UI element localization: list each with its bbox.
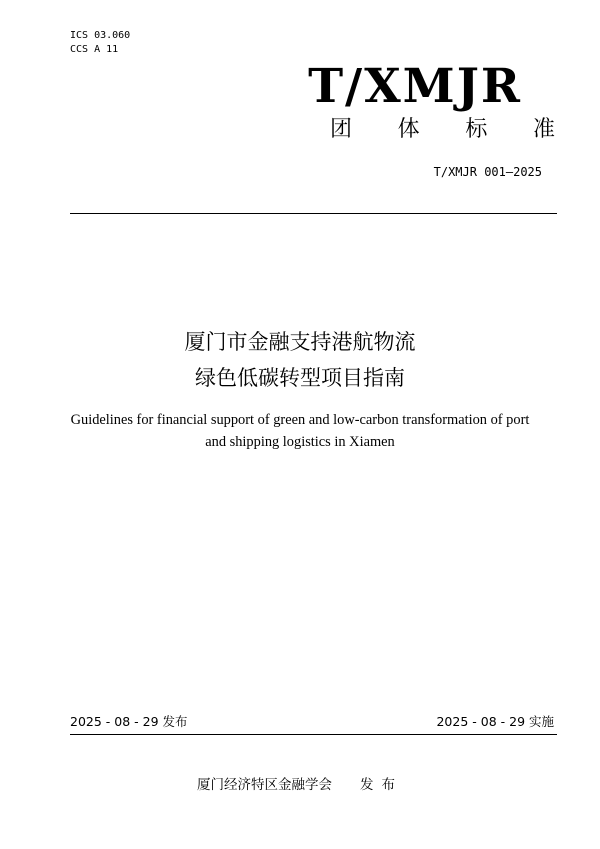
issue-date: 2025 - 08 - 29 发布 bbox=[70, 714, 188, 729]
standard-type-char: 准 bbox=[532, 117, 555, 142]
ccs-code: CCS A 11 bbox=[70, 44, 119, 55]
implement-date: 2025 - 08 - 29 实施 bbox=[436, 714, 554, 729]
standard-type-char: 团 bbox=[330, 117, 353, 142]
standard-type-char: 标 bbox=[465, 117, 488, 142]
header-divider bbox=[70, 213, 557, 214]
title-zh-line1: 厦门市金融支持港航物流 bbox=[184, 330, 416, 354]
ics-code: ICS 03.060 bbox=[70, 30, 131, 41]
standard-type bbox=[330, 116, 555, 144]
standard-type-char: 体 bbox=[397, 117, 420, 142]
standard-number: T/XMJR 001—2025 bbox=[433, 165, 542, 179]
publisher-action: 发布 bbox=[360, 777, 403, 793]
footer-divider bbox=[70, 734, 557, 735]
standard-logo: T/XMJR bbox=[308, 59, 522, 114]
publisher-line bbox=[0, 776, 600, 794]
title-en: Guidelines for financial support of green and low-carbon transformation of port and shipping logistics in Xiamen bbox=[70, 412, 530, 450]
publisher-name: 厦门经济特区金融学会 bbox=[197, 777, 332, 793]
title-zh-line2: 绿色低碳转型项目指南 bbox=[195, 366, 405, 390]
